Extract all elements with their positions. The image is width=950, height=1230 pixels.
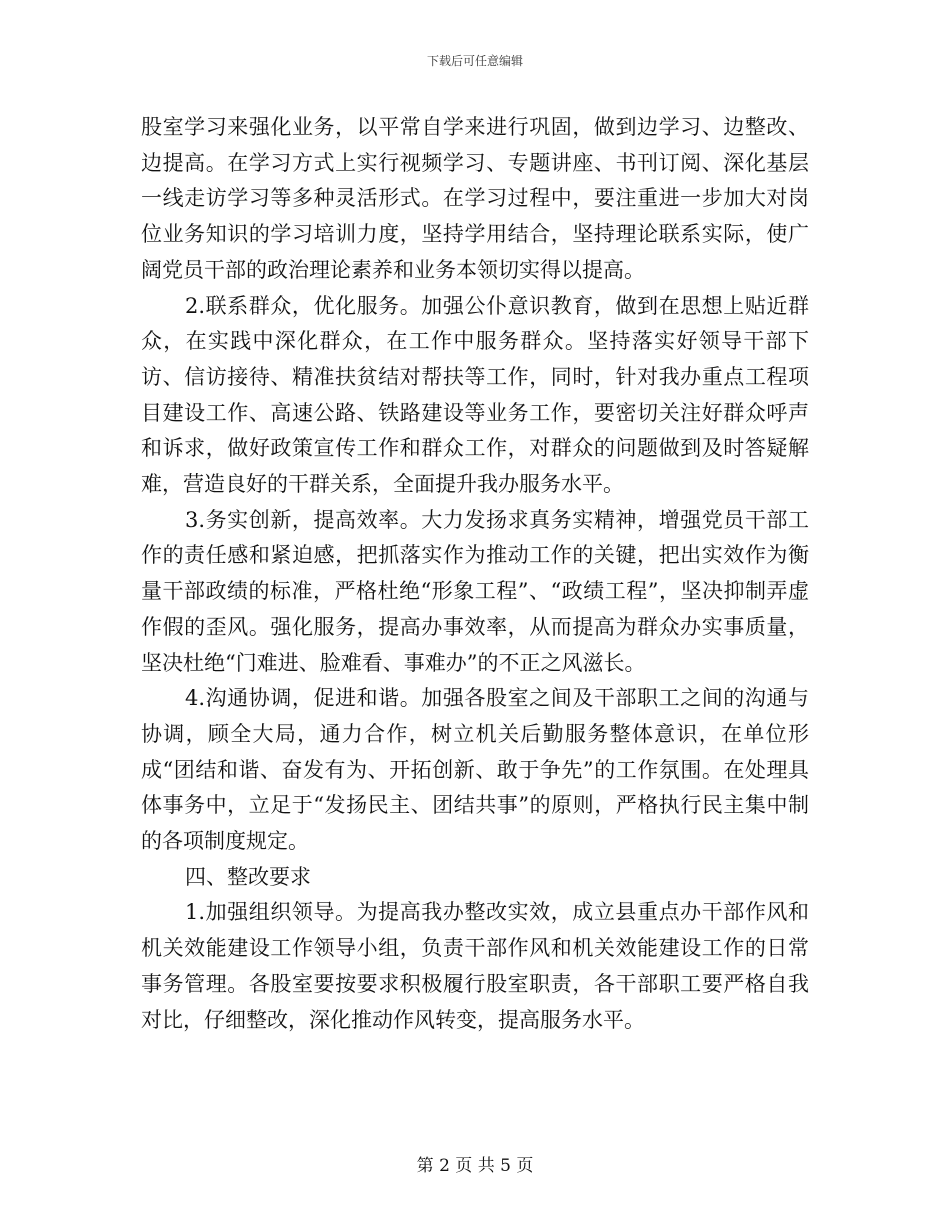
page-number-footer: 第 2 页 共 5 页 — [416, 1156, 534, 1176]
paragraph-study-continuation: 股室学习来强化业务，以平常自学来进行巩固，做到边学习、边整改、边提高。在学习方式上实行视频学习、专题讲座、书刊订阅、深化基层一线走访学习等多种灵活形式。在学习过程中，要注重进一步加大对岗位业务知识的学习培训力度，坚持学用结合，坚持理论联系实际，使广阔党员干部的政治理论素养和业务本领切实得以提高。 — [141, 115, 809, 282]
document-body — [141, 110, 809, 1038]
paragraph-organizational-leadership: 1.加强组织领导。为提高我办整改实效，成立县重点办干部作风和机关效能建设工作领导小组，负责干部作风和机关效能建设工作的日常事务管理。各股室要按要求积极履行股室职责，各干部职工要严格自我对比，仔细整改，深化推动作风转变，提高服务水平。 — [141, 900, 809, 1032]
paragraph-contact-masses: 2.联系群众，优化服务。加强公仆意识教育，做到在思想上贴近群众，在实践中深化群众，在工作中服务群众。坚持落实好领导干部下访、信访接待、精准扶贫结对帮扶等工作，同时，针对我办重点工程项目建设工作、高速公路、铁路建设等业务工作，要密切关注好群众呼声和诉求，做好政策宣传工作和群众工作，对群众的问题做到及时答疑解难，营造良好的干群关系，全面提升我办服务水平。 — [141, 293, 809, 497]
paragraph-communication-coordination: 4.沟通协调，促进和谐。加强各股室之间及干部职工之间的沟通与协调，顾全大局，通力合作，树立机关后勤服务整体意识，在单位形成“团结和谐、奋发有为、开拓创新、敢于争先”的工作氛围。在处理具体事务中，立足于“发扬民主、团结共事”的原则，严格执行民主集中制的各项制度规定。 — [141, 686, 809, 854]
page-header: 下载后可任意编辑 — [426, 54, 523, 68]
paragraph-pragmatic-innovation: 3.务实创新，提高效率。大力发扬求真务实精神，增强党员干部工作的责任感和紧迫感，把抓落实作为推动工作的关键，把出实效作为衡量干部政绩的标准，严格杜绝“形象工程”、“政绩工程”，坚决抑制弄虚作假的歪风。强化服务，提高办事效率，从而提高为群众办实事质量，坚决杜绝“门难进、脸难看、事难办”的不正之风滋长。 — [141, 507, 809, 675]
section-heading-rectification-requirements: 四、整改要求 — [185, 864, 311, 889]
